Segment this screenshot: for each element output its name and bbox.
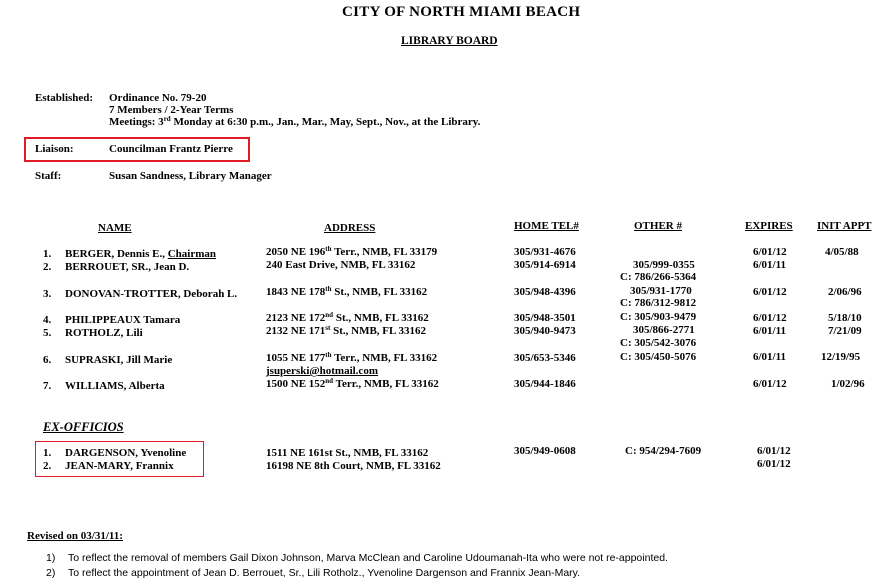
member-row-7: 7. WILLIAMS, Alberta: [43, 380, 165, 392]
member-row-1: 1. BERGER, Dennis E., Chairman: [43, 248, 216, 260]
member-expires: 6/01/12: [753, 286, 787, 298]
member-row-6: 6. SUPRASKI, Jill Marie: [43, 354, 173, 366]
ex-officio-expires: 6/01/12: [757, 458, 791, 470]
col-header-home-tel: HOME TEL#: [514, 220, 579, 232]
member-other-tel: C: 305/450-5076: [620, 351, 697, 363]
meetings-line: Meetings: 3rd Monday at 6:30 p.m., Jan., Mar., May, Sept., Nov., at the Library.: [109, 115, 481, 128]
revised-note-2: 2) To reflect the appointment of Jean D. Berrouet, Sr., Lili Rotholz., Yvenoline Dargenson and Frannix Jean-Mary.: [46, 567, 581, 579]
member-expires: 6/01/11: [753, 351, 787, 363]
col-header-other: OTHER #: [634, 220, 682, 232]
staff-label: Staff:: [35, 170, 62, 182]
member-address: 1843 NE 178th St., NMB, FL 33162: [266, 285, 428, 298]
member-home-tel: 305/948-3501: [514, 312, 576, 324]
member-address: 1055 NE 177th Terr., NMB, FL 33162: [266, 351, 438, 364]
member-expires: 6/01/12: [753, 378, 787, 390]
ex-officios-heading: EX-OFFICIOS: [43, 420, 124, 434]
ex-officio-row-1: 1. DARGENSON, Yvenoline: [43, 447, 187, 459]
member-other-tel-2: C: 305/542-3076: [620, 337, 697, 349]
member-expires: 6/01/12: [753, 312, 787, 324]
member-home-tel: 305/931-4676: [514, 246, 576, 258]
member-expires: 6/01/11: [753, 325, 787, 337]
member-address: 2132 NE 171st St., NMB, FL 33162: [266, 324, 426, 337]
member-init-appt: 4/05/88: [825, 246, 859, 258]
liaison-label: Liaison:: [35, 143, 74, 155]
col-header-expires: EXPIRES: [745, 220, 793, 232]
member-other-tel-2: C: 786/266-5364: [620, 271, 697, 283]
member-email-link[interactable]: jsuperski@hotmail.com: [266, 365, 378, 377]
liaison-value: Councilman Frantz Pierre: [109, 143, 233, 155]
member-init-appt: 12/19/95: [821, 351, 861, 363]
member-expires: 6/01/12: [753, 246, 787, 258]
revised-note-1: 1) To reflect the removal of members Gail Dixon Johnson, Marva McClean and Caroline Udoumanah-Ita who were not re-appointed.: [46, 552, 668, 564]
ex-officio-address: 1511 NE 161st St., NMB, FL 33162: [266, 447, 429, 459]
document-title: CITY OF NORTH MIAMI BEACH: [342, 4, 581, 20]
member-init-appt: 1/02/96: [831, 378, 865, 390]
member-home-tel: 305/914-6914: [514, 259, 576, 271]
col-header-name: NAME: [98, 222, 132, 234]
member-other-tel: 305/999-0355: [633, 259, 695, 271]
established-line1: Ordinance No. 79-20: [109, 92, 207, 104]
member-row-3: 3. DONOVAN-TROTTER, Deborah L.: [43, 288, 238, 300]
member-other-tel: 305/931-1770: [630, 285, 692, 297]
member-other-tel: C: 305/903-9479: [620, 311, 697, 323]
revised-heading: Revised on 03/31/11:: [27, 530, 123, 542]
col-header-init-appt: INIT APPT: [817, 220, 872, 232]
member-other-tel-2: C: 786/312-9812: [620, 297, 697, 309]
col-header-address: ADDRESS: [324, 222, 376, 234]
member-address: 240 East Drive, NMB, FL 33162: [266, 259, 416, 271]
member-init-appt: 2/06/96: [828, 286, 862, 298]
member-other-tel: 305/866-2771: [633, 324, 695, 336]
member-row-2: 2. BERROUET, SR., Jean D.: [43, 261, 190, 273]
ex-officio-home-tel: 305/949-0608: [514, 445, 576, 457]
member-init-appt: 7/21/09: [828, 325, 862, 337]
board-title: LIBRARY BOARD: [401, 35, 498, 47]
member-home-tel: 305/944-1846: [514, 378, 576, 390]
ex-officio-address: 16198 NE 8th Court, NMB, FL 33162: [266, 460, 441, 472]
established-line2: 7 Members / 2-Year Terms: [109, 104, 234, 116]
member-home-tel: 305/940-9473: [514, 325, 576, 337]
member-row-5: 5. ROTHOLZ, Lili: [43, 327, 143, 339]
ex-officio-other-tel: C: 954/294-7609: [625, 445, 702, 457]
member-expires: 6/01/11: [753, 259, 787, 271]
staff-value: Susan Sandness, Library Manager: [109, 170, 272, 182]
member-address: 2050 NE 196th Terr., NMB, FL 33179: [266, 245, 438, 258]
member-init-appt: 5/18/10: [828, 312, 862, 324]
member-address: 2123 NE 172nd St., NMB, FL 33162: [266, 311, 429, 324]
member-address: 1500 NE 152nd Terr., NMB, FL 33162: [266, 377, 439, 390]
ex-officio-row-2: 2. JEAN-MARY, Frannix: [43, 460, 174, 472]
member-row-4: 4. PHILIPPEAUX Tamara: [43, 314, 181, 326]
member-home-tel: 305/653-5346: [514, 352, 576, 364]
member-home-tel: 305/948-4396: [514, 286, 576, 298]
established-label: Established:: [35, 92, 94, 104]
ex-officio-expires: 6/01/12: [757, 445, 791, 457]
